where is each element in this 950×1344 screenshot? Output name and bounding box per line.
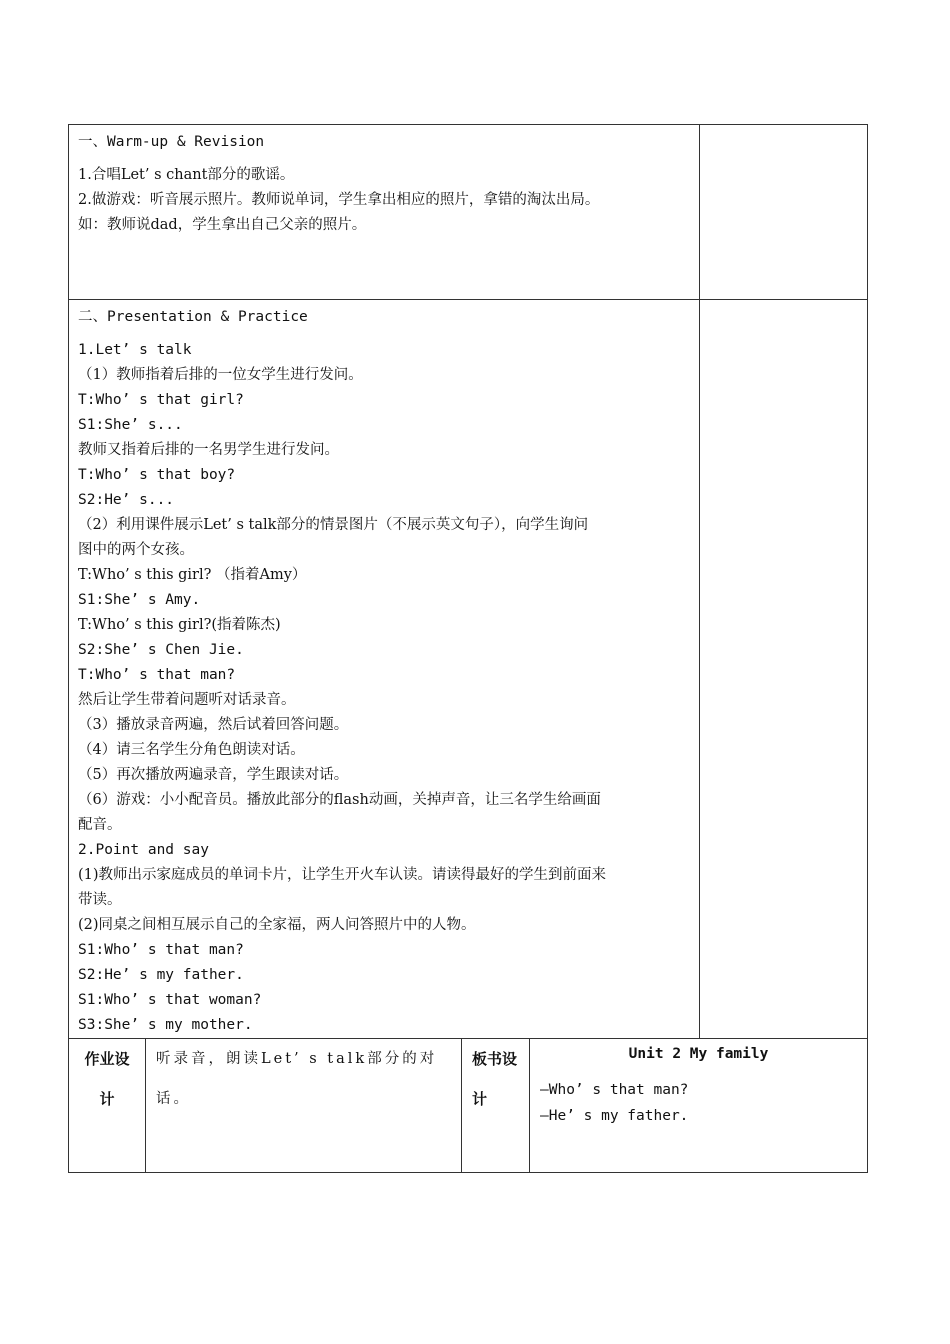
presentation-line: S1:She’ s Amy. [78,592,201,608]
board-label-line: 板书设 [472,1050,518,1068]
warmup-notes-cell [700,125,868,300]
presentation-line: （5）再次播放两遍录音，学生跟读对话。 [78,767,349,783]
presentation-row [69,300,868,1039]
presentation-line: 带读。 [78,892,122,908]
warmup-heading: 一、Warm-up & Revision [78,134,265,150]
presentation-line: T:Who’ s this girl?(指着陈杰) [78,617,281,633]
homework-label-cell [69,1039,146,1173]
presentation-line: S2:He’ s... [78,492,175,508]
homework-label-line: 作业设 [84,1050,130,1068]
presentation-line: T:Who’ s that girl? [78,392,244,408]
presentation-line: S1:Who’ s that man? [78,942,244,958]
presentation-heading: 二、Presentation & Practice [78,309,308,325]
homework-text: 听录音，朗读Let’ s talk部分的对话。 [156,1051,438,1107]
homework-content-cell [146,1039,462,1173]
warmup-line: 2.做游戏：听音展示照片。教师说单词，学生拿出相应的照片，拿错的淘汰出局。 [78,192,600,208]
presentation-line: S1:She’ s... [78,417,183,433]
board-label-line: 计 [472,1090,488,1108]
board-label [462,1039,529,1119]
warmup-cell [69,125,700,300]
presentation-line: （3）播放录音两遍，然后试着回答问题。 [78,717,349,733]
homework-label [69,1039,145,1119]
presentation-line: （6）游戏：小小配音员。播放此部分的flash动画，关掉声音，让三名学生给画面 [78,792,601,808]
lesson-plan-table [68,124,868,1173]
presentation-line: T:Who’ s that man? [78,667,236,683]
board-content-cell [530,1039,868,1173]
presentation-line: (1)教师出示家庭成员的单词卡片，让学生开火车认读。请读得最好的学生到前面来 [78,867,607,883]
board-label-cell [462,1039,530,1173]
presentation-line: T:Who’ s this girl? （指着Amy） [78,567,307,583]
warmup-line: 1.合唱Let’ s chant部分的歌谣。 [78,167,295,183]
presentation-line: S3:She’ s my mother. [78,1017,253,1033]
board-line: —He’ s my father. [540,1108,689,1124]
presentation-line: （4）请三名学生分角色朗读对话。 [78,742,305,758]
presentation-line: 2.Point and say [78,842,209,858]
presentation-line: S2:He’ s my father. [78,967,244,983]
presentation-line: (2)同桌之间相互展示自己的全家福，两人问答照片中的人物。 [78,917,476,933]
homework-board-row [69,1039,868,1173]
presentation-line: 1.Let’ s talk [78,342,192,358]
presentation-line: 然后让学生带着问题听对话录音。 [78,692,296,708]
board-line: —Who’ s that man? [540,1082,689,1098]
presentation-line: T:Who’ s that boy? [78,467,236,483]
presentation-line: 图中的两个女孩。 [78,542,194,558]
presentation-notes-cell [700,300,868,1039]
presentation-cell [69,300,700,1039]
board-title: Unit 2 My family [628,1046,769,1062]
presentation-line: 配音。 [78,817,122,833]
presentation-line: S1:Who’ s that woman? [78,992,262,1008]
presentation-line: S2:She’ s Chen Jie. [78,642,244,658]
presentation-line: 教师又指着后排的一名男学生进行发问。 [78,442,339,458]
warmup-row [69,125,868,300]
presentation-line: （2）利用课件展示Let’ s talk部分的情景图片（不展示英文句子），向学生询问 [78,517,589,533]
warmup-line: 如：教师说dad，学生拿出自己父亲的照片。 [78,217,367,233]
homework-label-line: 计 [99,1090,115,1108]
presentation-line: （1）教师指着后排的一位女学生进行发问。 [78,367,363,383]
